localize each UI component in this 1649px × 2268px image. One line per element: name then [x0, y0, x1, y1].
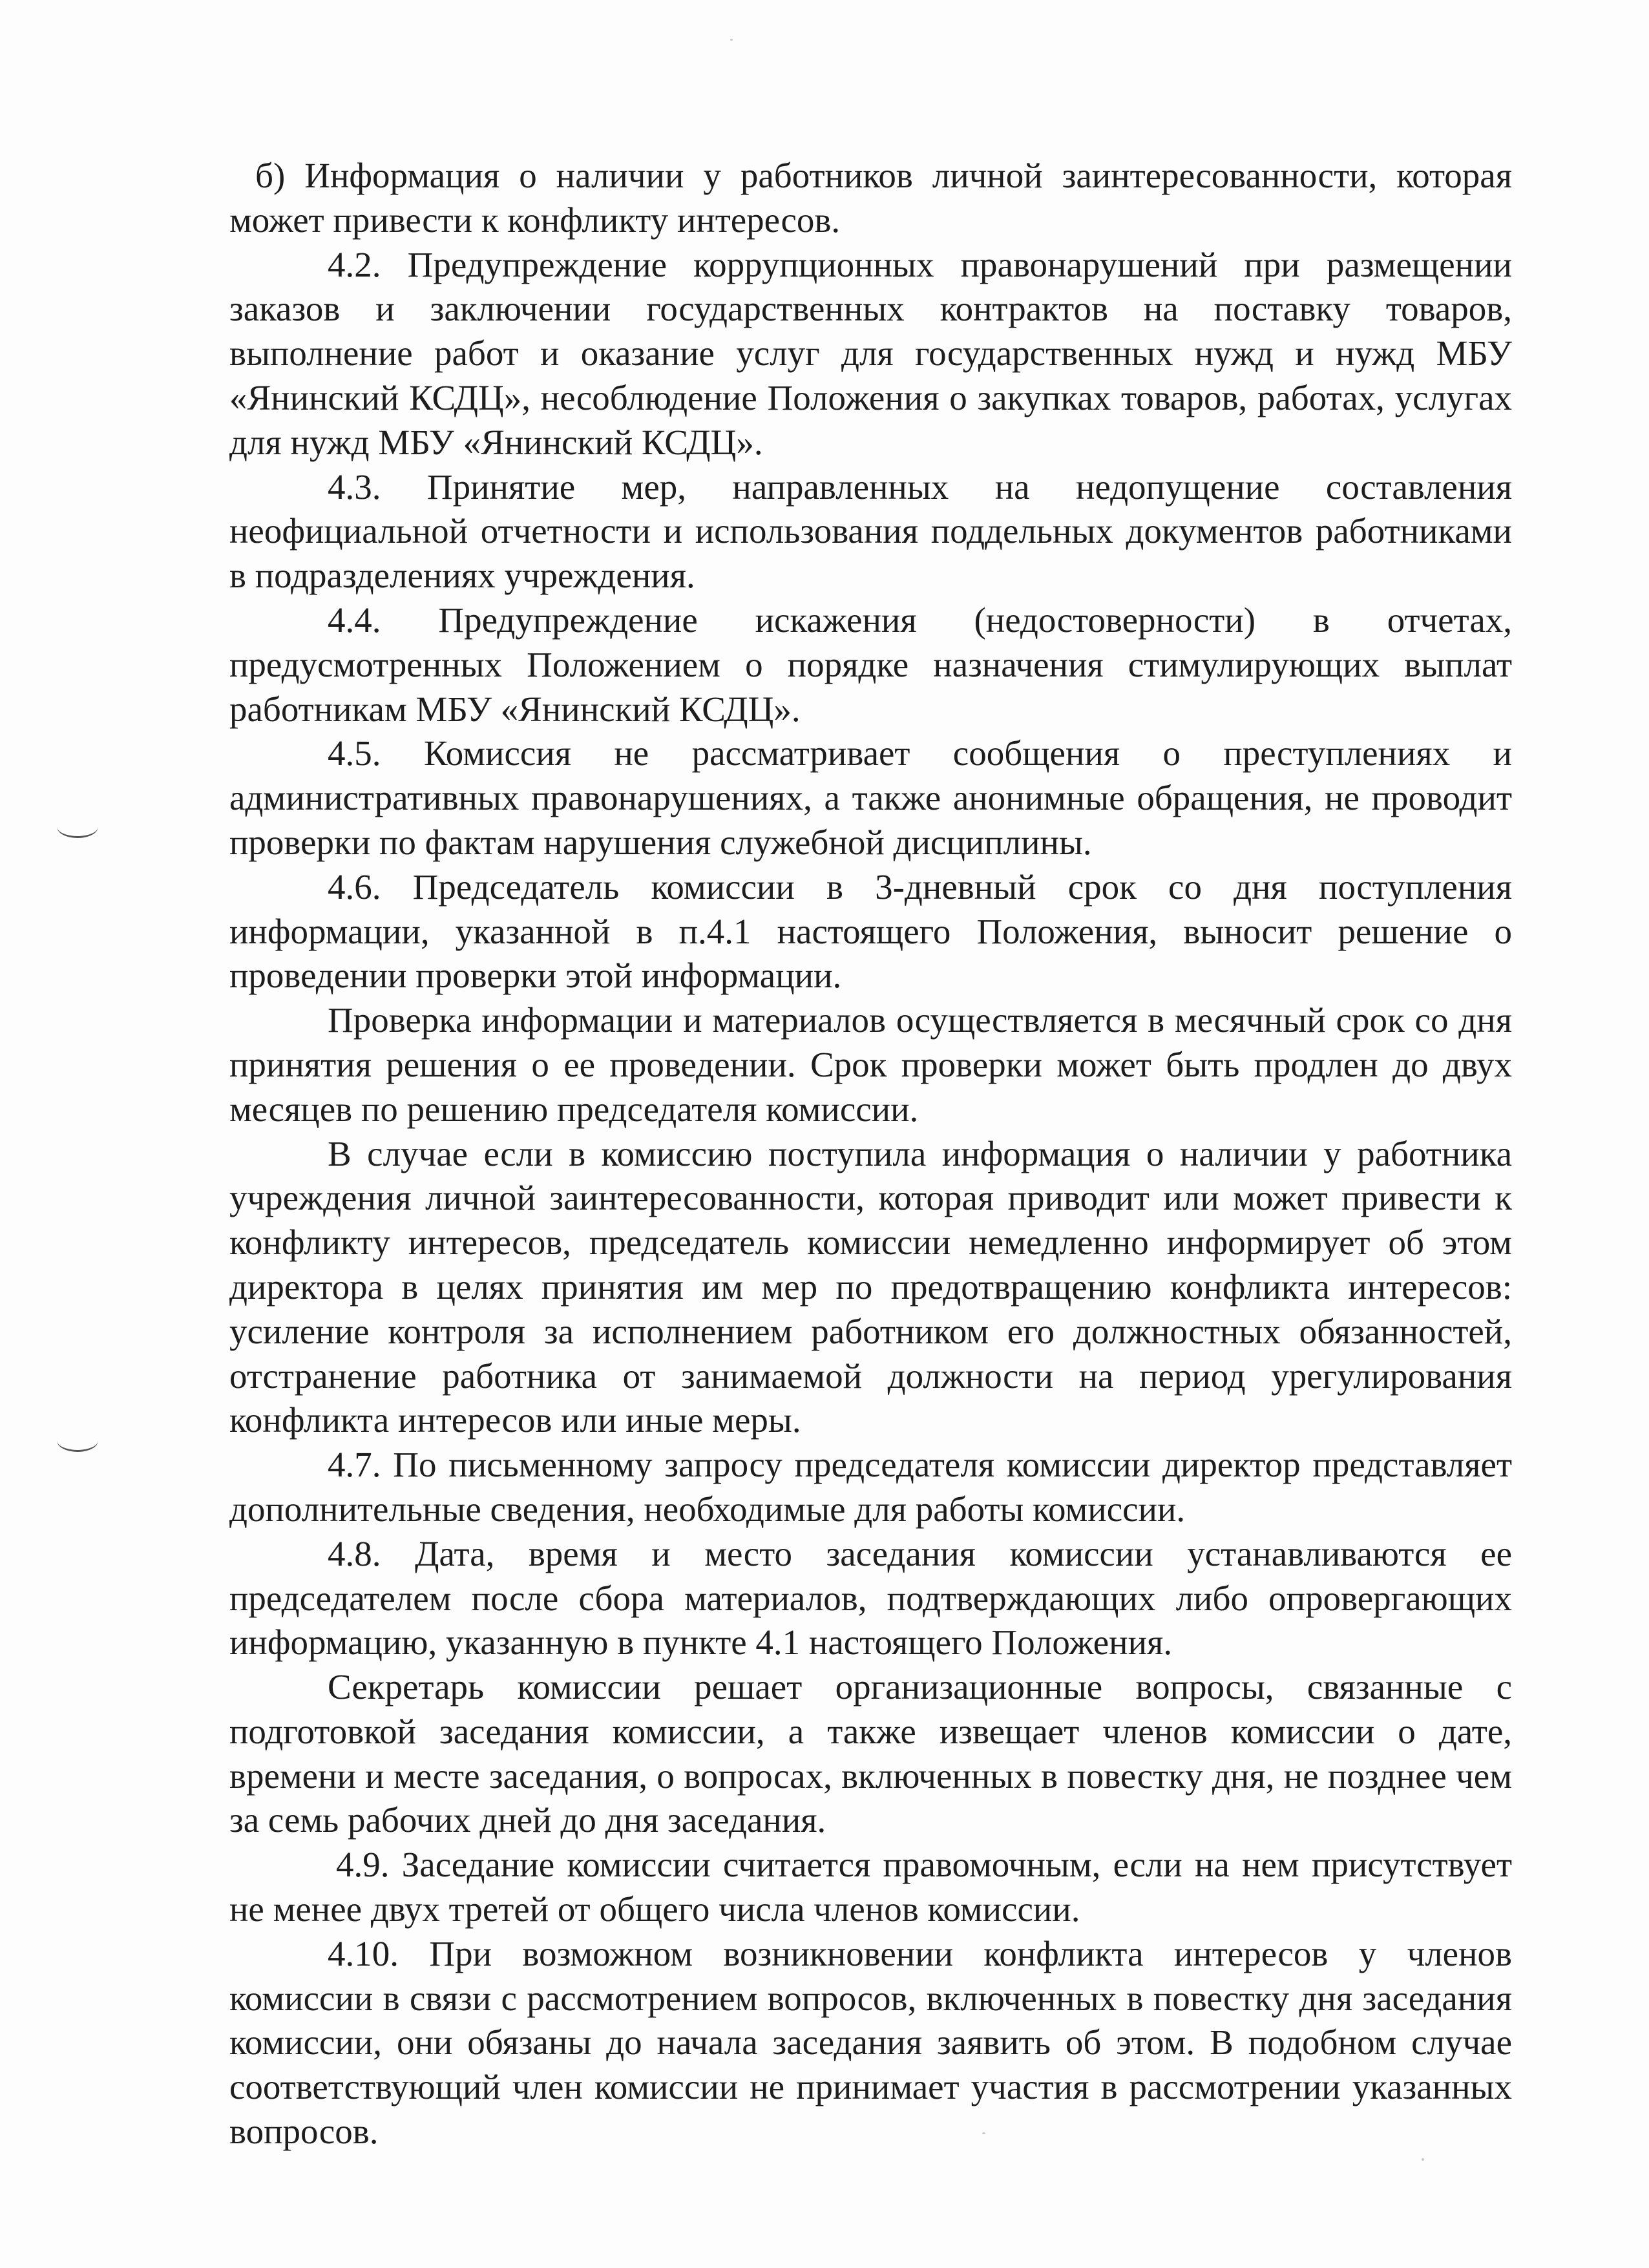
paragraph-4-6-conflict-info: В случае если в комиссию поступила информация о наличии у работника учреждения личной заинтересованности, которая приводит или может привести к конфликту интересов, председатель комиссии немедленно информирует об этом директора в целях принятия им мер по предотвращению конфликта интересов: усиление контроля за исполнением работником его должностных обязанностей, отстранение работника от занимаемой должности на период урегулирования конфликта интересов или иные меры. [229, 1133, 1512, 1440]
paragraph-4-6-check-term: Проверка информации и материалов осуществляется в месячный срок со дня принятия решения о ее проведении. Срок проверки может быть продлен до двух месяцев по решению председателя комиссии. [229, 1000, 1512, 1129]
paragraph-4-8-secretary: Секретарь комиссии решает организационные вопросы, связанные с подготовкой заседания комиссии, а также извещает членов комиссии о дате, времени и месте заседания, о вопросах, включенных в повестку дня, не позднее чем за семь рабочих дней до дня заседания. [229, 1667, 1512, 1840]
scan-speck [1422, 2158, 1424, 2161]
paragraph-4-10: 4.10. При возможном возникновении конфликта интересов у членов комиссии в связи с рассмотрением вопросов, включенных в повестку дня заседания комиссии, они обязаны до начала заседания заявить об этом. В подобном случае соответствующий член комиссии не принимает участия в рассмотрении указанных вопросов. [229, 1933, 1512, 2152]
paragraph-4-9: 4.9. Заседание комиссии считается правомочным, если на нем присутствует не менее двух третей от общего числа членов комиссии. [229, 1845, 1512, 1929]
paragraph-4-2: 4.2. Предупреждение коррупционных правонарушений при размещении заказов и заключении государственных контрактов на поставку товаров, выполнение работ и оказание услуг для государственных нужд и нужд МБУ «Янинский КСДЦ», несоблюдение Положения о закупках товаров, работах, услугах для нужд МБУ «Янинский КСДЦ». [229, 244, 1512, 462]
binder-punch-hole [57, 1429, 98, 1452]
binder-punch-hole [57, 815, 98, 838]
paragraph-4-4: 4.4. Предупреждение искажения (недостоверности) в отчетах, предусмотренных Положением о порядке назначения стимулирующих выплат работникам МБУ «Янинский КСДЦ». [229, 600, 1512, 729]
paragraph-4-5: 4.5. Комиссия не рассматривает сообщения о преступлениях и административных правонарушениях, а также анонимные обращения, не проводит проверки по фактам нарушения служебной дисциплины. [229, 733, 1512, 862]
paragraph-4-6: 4.6. Председатель комиссии в 3-дневный срок со дня поступления информации, указанной в п.4.1 настоящего Положения, выносит решение о проведении проверки этой информации. [229, 866, 1512, 996]
paragraph-4-3: 4.3. Принятие мер, направленных на недопущение составления неофициальной отчетности и использования поддельных документов работниками в подразделениях учреждения. [229, 467, 1512, 596]
document-body [229, 154, 1512, 2154]
paragraph-4-8: 4.8. Дата, время и место заседания комиссии устанавливаются ее председателем после сбора материалов, подтверждающих либо опровергающих информацию, указанную в пункте 4.1 настоящего Положения. [229, 1533, 1512, 1663]
paragraph-b: б) Информация о наличии у работников личной заинтересованности, которая может привести к конфликту интересов. [229, 156, 1512, 240]
paragraph-4-7: 4.7. По письменному запросу председателя комиссии директор представляет дополнительные сведения, необходимые для работы комиссии. [229, 1445, 1512, 1529]
scan-speck [730, 39, 733, 41]
